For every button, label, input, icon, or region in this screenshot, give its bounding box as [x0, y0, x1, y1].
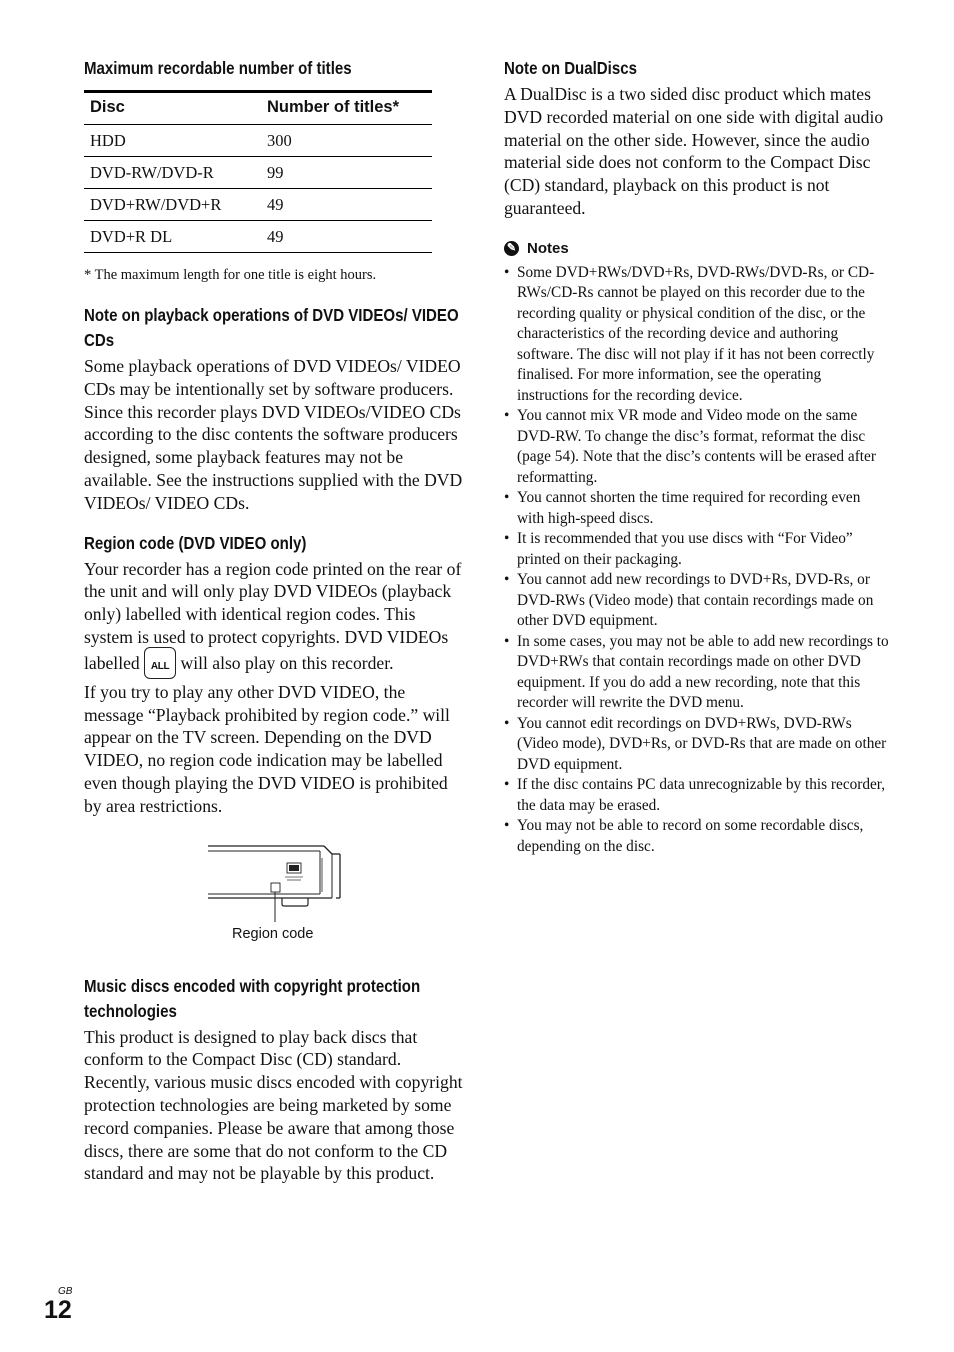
page-number — [44, 1286, 72, 1323]
notes-heading-row — [504, 240, 889, 257]
table-cell-number: 99 — [261, 157, 432, 189]
list-item: • It is recommended that you use discs with “For Video” printed on their packaging. — [504, 529, 889, 570]
col-number-label: Number of titles — [267, 98, 393, 116]
all-region-icon — [144, 647, 176, 679]
table-row — [84, 221, 432, 253]
page-number-value: 12 — [44, 1296, 72, 1324]
col-disc: Disc — [84, 92, 261, 125]
right-column — [504, 56, 889, 857]
dualdisc-heading: Note on DualDiscs — [504, 58, 637, 78]
list-item: • In some cases, you may not be able to add new recordings to DVD+RWs that contain recordings made on other DVD equipment. If you do add a new recording, note that this recorder will rewrite the DVD menu. — [504, 632, 889, 714]
table-cell-number: 49 — [261, 189, 432, 221]
list-item: • You cannot shorten the time required for recording even with high-speed discs. — [504, 488, 889, 529]
table-cell-disc: DVD+RW/DVD+R — [84, 189, 261, 221]
table-cell-number: 300 — [261, 125, 432, 157]
region-text — [84, 558, 468, 681]
list-item: • You cannot mix VR mode and Video mode on the same DVD-RW. To change the disc’s format, reformat the disc (page 54). Note that the disc’s contents will be erased after reformatting. — [504, 406, 889, 488]
table-cell-number: 49 — [267, 226, 284, 246]
table-footnote: * The maximum length for one title is eight hours. — [84, 267, 377, 283]
notes-list — [504, 263, 889, 858]
page-region-label: GB — [58, 1286, 73, 1297]
list-item: • Some DVD+RWs/DVD+Rs, DVD-RWs/DVD-Rs, or CD-RWs/CD-Rs cannot be played on this recorder due to the recording quality or physical condition of the disc, or the characteristics of the recording device and authoring software. The disc will not play if it has not been correctly finalised. For more information, see the operating instructions for the recording device. — [504, 263, 889, 407]
region-code-caption: Region code — [232, 925, 314, 942]
table-cell-disc: HDD — [84, 125, 261, 157]
playback-note-text: Some playback operations of DVD VIDEOs/ VIDEO CDs may be intentionally set by software producers. Since this recorder plays DVD VIDEOs/VIDEO CDs according to the disc contents the software producers designed, some playback features may not be available. See the instructions supplied with the DVD VIDEOs/ VIDEO CDs. — [84, 356, 463, 513]
notes-heading: Notes — [527, 239, 569, 257]
recorder-rear-illustration — [84, 832, 468, 932]
left-column — [84, 56, 468, 1185]
table-header-row — [84, 92, 432, 125]
list-item: • You may not be able to record on some recordable discs, depending on the disc. — [504, 816, 889, 857]
table-row — [84, 125, 432, 157]
list-item: • You cannot edit recordings on DVD+RWs, DVD-RWs (Video mode), DVD+Rs, or DVD-Rs that are made on other DVD equipment. — [504, 714, 889, 776]
playback-note-heading: Note on playback operations of DVD VIDEOs/ VIDEO CDs — [84, 305, 459, 350]
max-titles-table — [84, 90, 432, 253]
max-titles-heading: Maximum recordable number of titles — [84, 58, 352, 78]
region-text-b: will also play on this recorder. — [180, 652, 394, 673]
col-number-asterisk: * — [392, 98, 400, 116]
region-text-c: If you try to play any other DVD VIDEO, the message “Playback prohibited by region code.” will appear on the TV screen. Depending on the DVD VIDEO, no region code indication may be labelled even though playing the DVD VIDEO is prohibited by area restrictions. — [84, 681, 450, 816]
list-item: • If the disc contains PC data unrecognizable by this recorder, the data may be erased. — [504, 775, 889, 816]
table-cell-disc: DVD+R DL — [90, 226, 173, 246]
region-text-a: Your recorder has a region code printed on the rear of the unit and will only play DVD VIDEOs (playback only) labelled with identical region codes. This system is used to protect copyrights. DVD VIDEOs labelled — [84, 558, 462, 673]
all-region-label: ALL — [150, 660, 170, 672]
dualdisc-text: A DualDisc is a two sided disc product which mates DVD recorded material on one side with digital audio material on the other side. However, since the audio material side does not conform to the Compact Disc (CD) standard, playback on this product is not guaranteed. — [504, 84, 884, 218]
music-heading: Music discs encoded with copyright protection technologies — [84, 975, 421, 1021]
music-text: This product is designed to play back discs that conform to the Compact Disc (CD) standard. Recently, various music discs encoded with copyright protection technologies are being marketed by some record companies. Please be aware that among those discs, there are some that do not conform to the CD standard and may not be playable by this product. — [84, 1026, 463, 1184]
table-row — [84, 189, 432, 221]
table-row — [84, 157, 432, 189]
region-code-figure — [84, 832, 468, 954]
table-cell-disc: DVD-RW/DVD-R — [84, 157, 261, 189]
notes-icon: ✎ — [504, 241, 519, 256]
col-number — [261, 92, 432, 125]
region-heading: Region code (DVD VIDEO only) — [84, 532, 307, 553]
list-item: • You cannot add new recordings to DVD+Rs, DVD-Rs, or DVD-RWs (Video mode) that contain recordings made on other DVD equipment. — [504, 570, 889, 632]
